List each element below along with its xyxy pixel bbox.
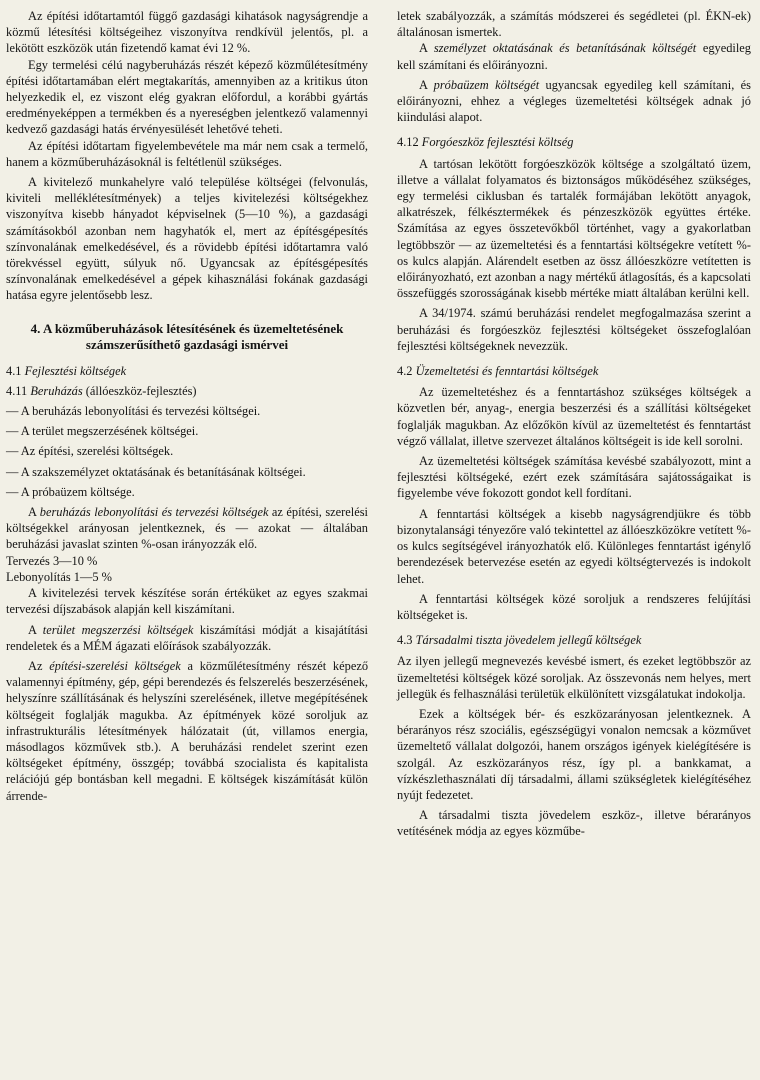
paragraph: Tervezés 3—10 %	[6, 553, 98, 568]
text-run: a közműlétesítmény részét képező valamennyi építmény, gép, gépi berendezés és felszerelés beszerzésének, helyszínre szállításának és helyszíni szerelésének, illetve megépítésének költségeit foglalják magukba. Az építmények közé soroljuk az infrastrukturális létesítmények hálózatait (út, villamos energia, másodlagos közművek stb.). A beruházási rendelet szerint ezen költségeket építmény, összgép; továbbá szocialista és kapitalista relációjú gép bontásban kell megadni. E költségek kiszámítását külön árrende-	[6, 658, 369, 803]
section-heading: 4. A közműberuházások létesítésének és üzemeltetésének számszerűsíthető gazdasági ismérvei	[30, 320, 344, 353]
list-item: — A szakszemélyzet oktatásának és betanításának költségei.	[6, 464, 306, 479]
subsection-note: (állóeszköz-fejlesztés)	[85, 383, 197, 398]
subsection-number: 4.12	[397, 135, 419, 150]
paragraph: A kivitelezési tervek készítése során értéküket az egyes szakmai tervezési díjszabások alapján kell kiszámítani.	[6, 586, 368, 617]
paragraph: Lebonyolítás 1—5 %	[6, 569, 112, 584]
subsection-number: 4.11	[6, 383, 28, 398]
emphasis: beruházás lebonyolítási és tervezési költségek	[39, 505, 269, 520]
text-run: az építési, szerelési költségekkel arányosan jelentkeznek, és — azokat — általában beruházási javaslat szinten %-osan irányozzák elő.	[6, 505, 368, 552]
paragraph: A tartósan lekötött forgóeszközök költsége a szolgáltató üzem, illetve a vállalat folyamatos és biztonságos működéséhez szükséges, egy termelési ciklusban és tartalék formájában lekötött anyagok, alkatrészek, félkésztermékek és pénzeszközök együttes értéke. Számítása az egyes összetevőkből történhet, vagy a gyakorlatban legtöbbször — az üzemeltetési és a fenntartási költségekre vetített %-os kulcs alapján. Alárendelt esetben az össz állóeszközre vetítetten is előirányozható, ezt azonban a nagy mértékű átlagosítás, és a kapcsolati összefüggés szorosságának kisebb mértéke miatt általában kerülni kell.	[397, 156, 751, 301]
paragraph: letek szabályozzák, a számítás módszerei és segédletei (pl. ÉKN-ek) általánosan ismertek.	[397, 9, 751, 40]
subsection-title: Üzemeltetési és fenntartási költségek	[415, 364, 599, 379]
paragraph: Az ilyen jellegű megnevezés kevésbé ismert, és ezeket legtöbbször az üzemeltetési költségek közé soroljak. Az összevonás nem helyes, mert jellegük és felhasználási területük elkülönített vizsgálatukat indokolja.	[397, 654, 751, 701]
text-run: A	[419, 41, 434, 56]
text-run: A	[419, 77, 434, 92]
text-run: Az	[28, 658, 50, 673]
paragraph: Az építési időtartamtól függő gazdasági kihatások nagyságrendje a közmű létesítési költségeihez viszonyítva rendkívül jelentős, pl. a lekötött eszközök után fizetendő kamat évi 12 %.	[6, 9, 368, 56]
paragraph: Az üzemeltetési költségek számítása kevésbé szabályozott, mint a fejlesztési költségeké, ezért ezek számítására sajátosságaikat is figyelembe véve fokozott gondot kell fordítani.	[397, 454, 751, 501]
paragraph	[397, 77, 751, 126]
text-run: egyedileg kell számítani és előirányozni.	[397, 41, 751, 72]
text-run: kiszámítási módját a kisajátítási rendeletek és a MÉM ágazati előírások szabályozzák.	[6, 622, 368, 653]
text-run: ugyancsak egyedileg kell számítani, és előirányozni, ehhez a végleges üzemeltetési költségek adnak jó kiindulási alapot.	[397, 77, 751, 125]
subsection-number: 4.3	[397, 633, 413, 648]
paragraph: Egy termelési célú nagyberuházás részét képező közműlétesítmény építési időtartamában elért megtakarítás, amennyiben az a kritikus úton helyezkedik el, ez viszont elég gyakran előfordul, a korábbi gyártás eredményeképpen a termékben és a nyereségben jelentkező valamennyi kedvező gazdasági hatás érvényesülését lehetővé teheti.	[6, 57, 368, 137]
paragraph	[6, 658, 368, 804]
paragraph: A kivitelező munkahelyre való települése költségei (felvonulás, kiviteli melléklétesítmények) a teljes kivitelezési költségekhez viszonyítva kisebb hányadot képviselnek (5—10 %), a gazdasági számításokból azonban nem hagyhatók el, mert az építésgépesítés színvonalának emelkedésével, és a rövidebb építési időtartamra való törekvéssel együtt, súlyuk nő. Ugyancsak az építésgépesítés színvonalának emelkedésével a gépek kihasználási fokának gazdasági hatása egyre jelentősebb lesz.	[6, 175, 368, 303]
paragraph: Az építési időtartam figyelembevétele ma már nem csak a termelő, hanem a közműberuházásoknál is feltétlenül szükséges.	[6, 138, 368, 169]
subsection-title: Forgóeszköz fejlesztési költség	[421, 135, 574, 150]
list-item: — A beruházás lebonyolítási és tervezési költségei.	[6, 404, 261, 419]
subsection-title: Beruházás	[30, 383, 83, 398]
paragraph	[6, 504, 368, 553]
left-column	[6, 8, 368, 804]
paragraph: A fenntartási költségek közé soroljuk a rendszeres felújítási költségeket is.	[397, 591, 751, 622]
paragraph: A fenntartási költségek a kisebb nagyságrendjükre és több bizonytalansági tényezőre való tekintettel az állóeszközökre vetített %-os kulcs segítségével irányozhatók elő. Különleges fenntartást igénylő berendezések betervezése esetén az egyedi költségtervezés is indokolt lehet.	[397, 506, 751, 586]
right-column	[397, 8, 751, 840]
subsection-heading	[397, 632, 751, 648]
text-run: A	[28, 622, 43, 637]
paragraph: Az üzemeltetéshez és a fenntartáshoz szükséges költségek a közvetlen bér, anyag-, energia beszerzési és a szállítási költségeket foglalják magukban. Az előzőkön kívül az üzemeltetést és fenntartást végző vállalat, illetve szervezet általános költségeit is ide kell sorolni.	[397, 385, 751, 448]
subsection-heading	[397, 134, 751, 150]
paragraph	[397, 40, 751, 72]
paragraph: Ezek a költségek bér- és eszközarányosan jelentkeznek. A bérarányos rész szociális, egészségügyi vonalon nemcsak a közművet üzemeltető vállalat dolgozói, hanem országos igények kielégítésére is szolgál. Az eszközarányos rész, így pl. a bankkamat, a vízkészlethasználati díj társadalmi, állami szükségletek kielégítéséhez nyújt fedezetet.	[397, 706, 751, 802]
list-item: — Az építési, szerelési költségek.	[6, 444, 174, 459]
paragraph	[6, 622, 368, 654]
subsection-number: 4.1	[6, 363, 22, 378]
subsection-heading	[6, 363, 368, 379]
subsection-title: Társadalmi tiszta jövedelem jellegű költségek	[415, 633, 642, 648]
paragraph: A 34/1974. számú beruházási rendelet megfogalmazása szerint a beruházási és forgóeszköz fejlesztési költségeket összefoglalóan fejlesztési költségeknek nevezzük.	[397, 306, 751, 353]
subsection-heading	[397, 363, 751, 379]
list-item: — A próbaüzem költsége.	[6, 484, 135, 499]
list-item: — A terület megszerzésének költségei.	[6, 424, 199, 439]
emphasis: terület megszerzési költségek	[42, 622, 194, 637]
emphasis: építési-szerelési költségek	[49, 658, 181, 673]
emphasis: próbaüzem költségét	[433, 77, 540, 92]
subsection-number: 4.2	[397, 364, 413, 379]
text-run: A	[28, 505, 40, 520]
emphasis: személyzet oktatásának és betanításának költségét	[433, 41, 697, 56]
subsection-heading	[6, 383, 368, 399]
paragraph: A társadalmi tiszta jövedelem eszköz-, illetve bérarányos vetítésének módja az egyes közműbe-	[397, 808, 751, 839]
subsection-title: Fejlesztési költségek	[24, 363, 127, 378]
